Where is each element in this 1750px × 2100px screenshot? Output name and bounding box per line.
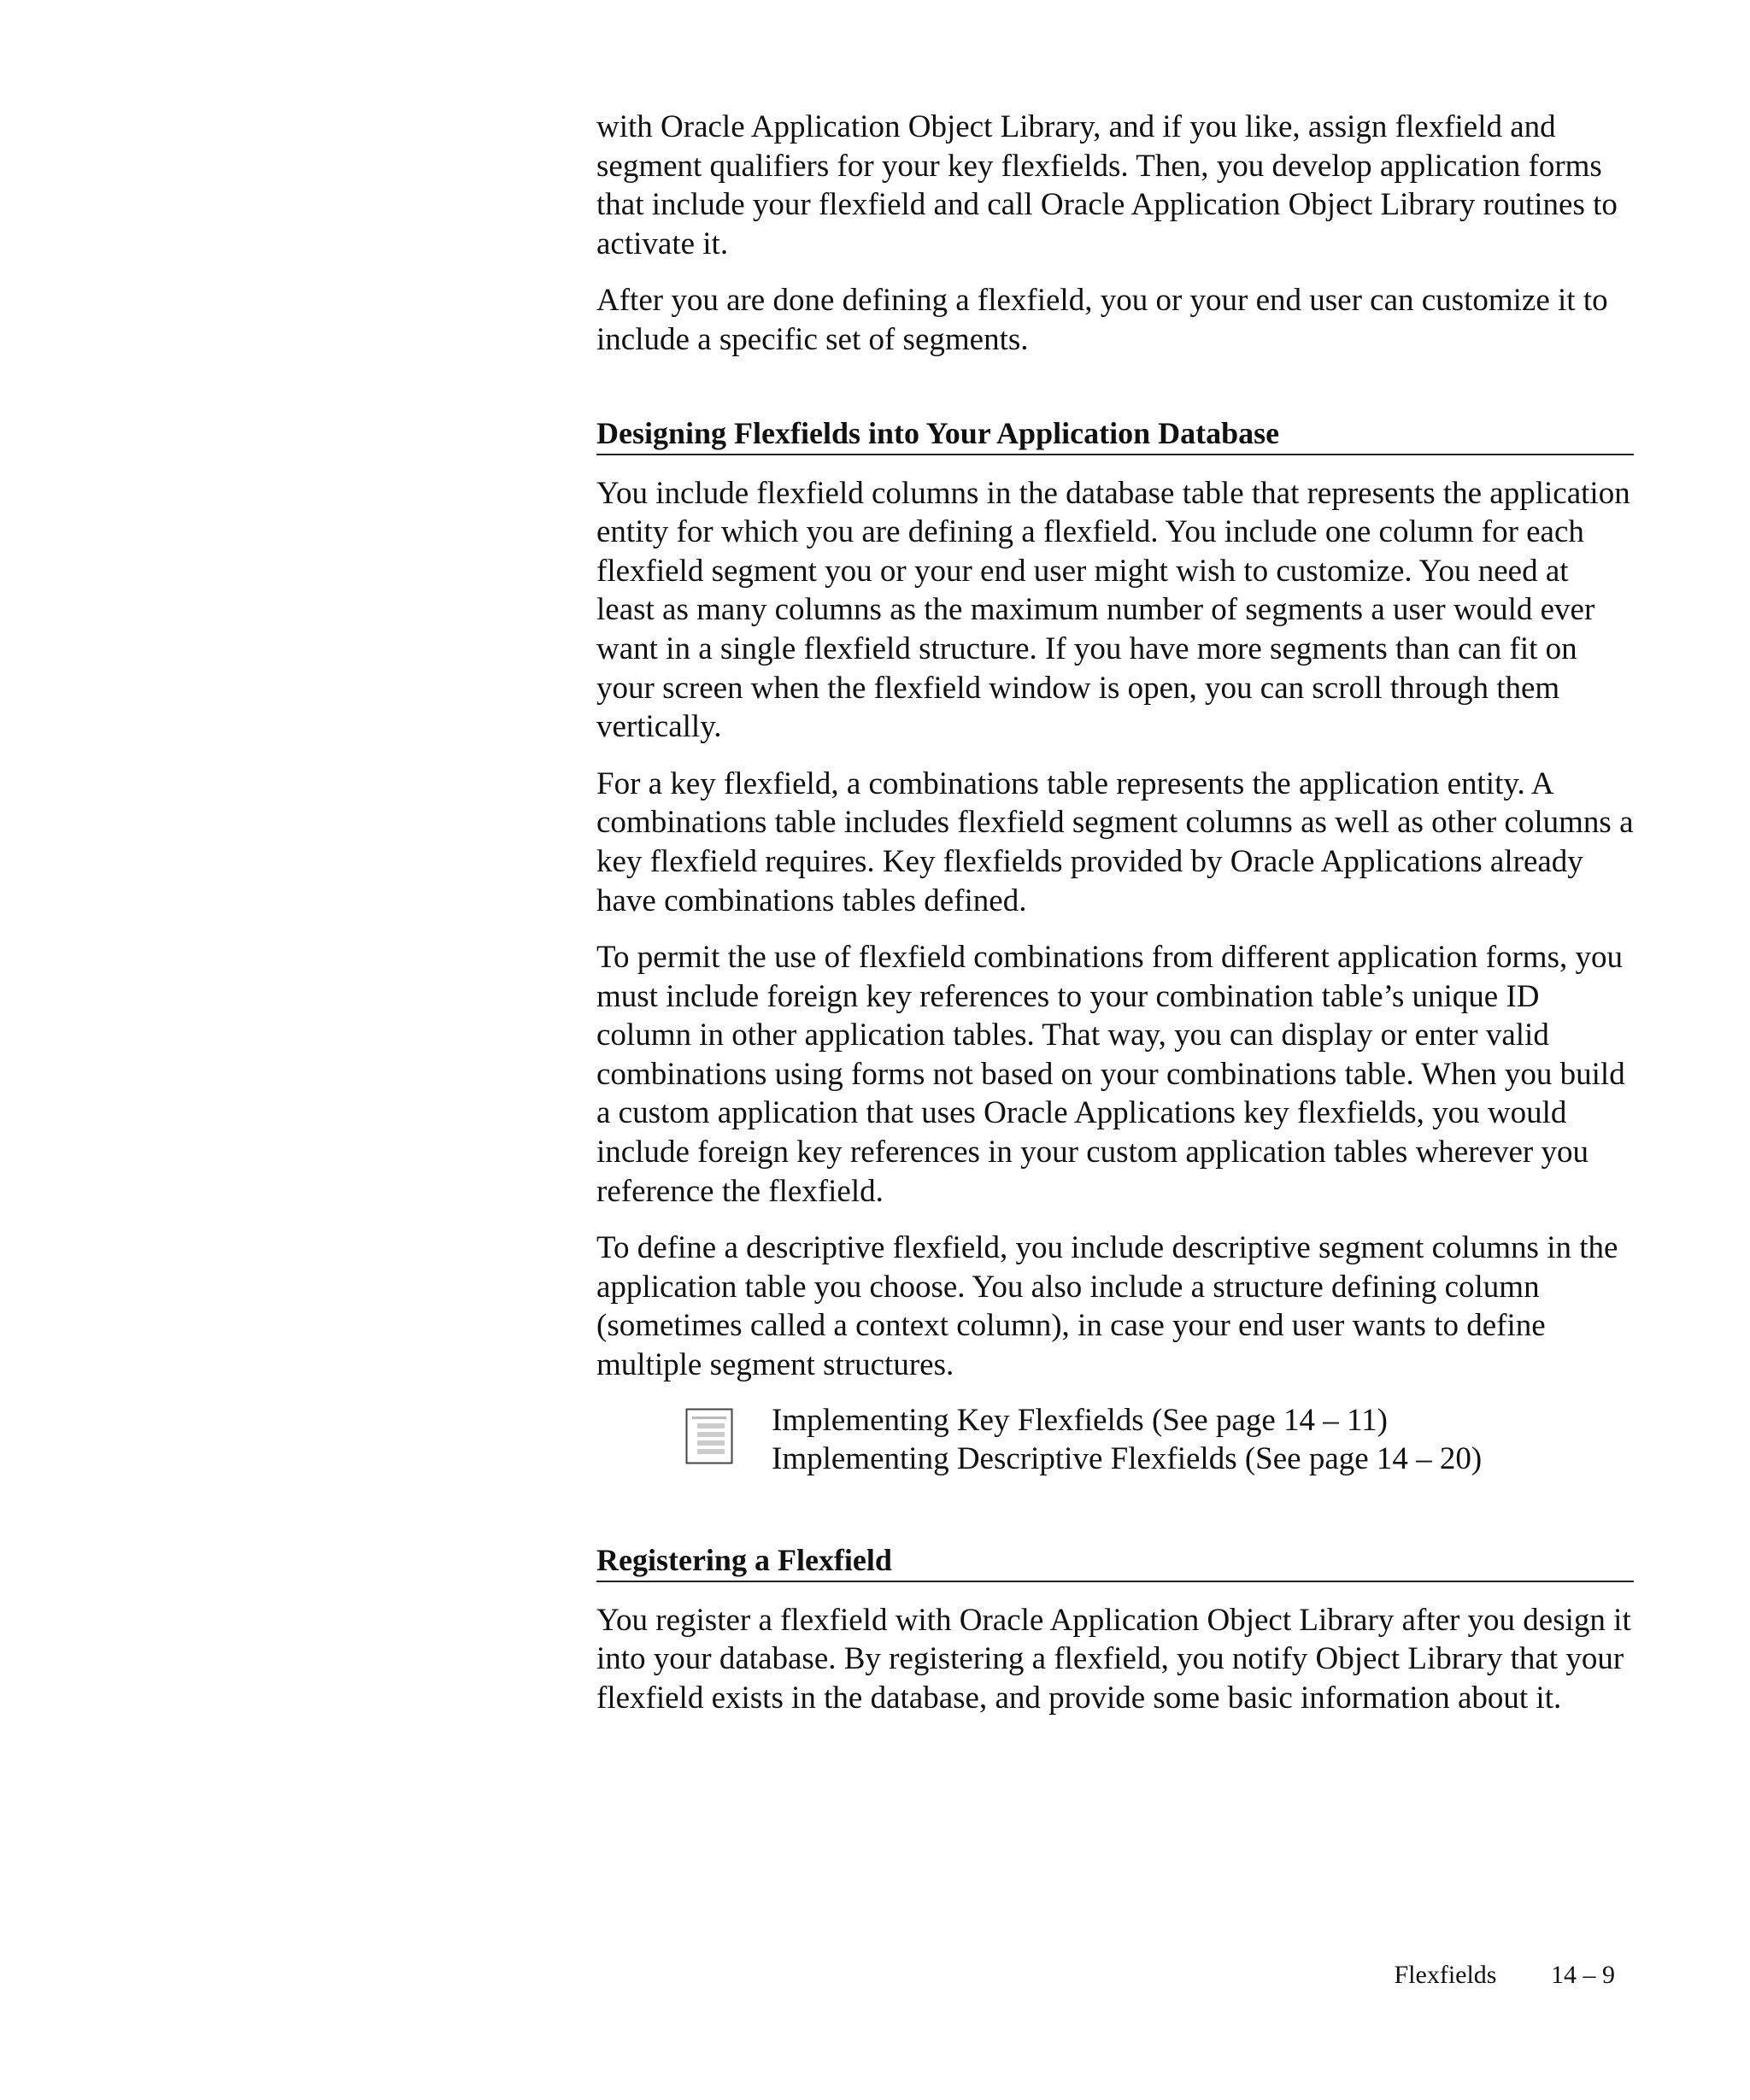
heading-designing-flexfields: Designing Flexfields into Your Application Database — [596, 415, 1280, 450]
section-heading-designing — [596, 414, 1634, 455]
footer-chapter-title: Flexfields — [1394, 1961, 1497, 1989]
document-reference-icon — [685, 1408, 733, 1464]
cross-reference-links — [772, 1401, 1482, 1478]
heading-registering-flexfield: Registering a Flexfield — [596, 1542, 892, 1577]
cross-reference-block — [596, 1401, 1634, 1487]
page-footer — [1395, 1960, 1616, 1991]
xref-link-key-flexfields[interactable]: Implementing Key Flexfields (See page 14 – 11) — [772, 1402, 1388, 1438]
design-paragraph-2: For a key flexfield, a combinations table represents the application entity. A combinations table includes flexfield segment columns as well as other columns a key flexfield requires. Key flexfields provided by Oracle Applications already have combinations tables defined. — [596, 766, 1634, 918]
design-paragraph-4: To define a descriptive flexfield, you include descriptive segment columns in the application table you choose. You also include a structure defining column (sometimes called a context column), in case your end user wants to define multiple segment structures. — [596, 1230, 1618, 1383]
xref-link-descriptive-flexfields[interactable]: Implementing Descriptive Flexfields (See page 14 – 20) — [772, 1440, 1483, 1476]
page-content — [596, 108, 1634, 1735]
design-paragraph-1: You include flexfield columns in the database table that represents the application entity for which you are defining a flexfield. You include one column for each flexfield segment you or your end user might wish to customize. You need at least as many columns as the maximum number of segments a user would ever want in a single flexfield structure. If you have more segments than can fit on your screen when the flexfield window is open, you can scroll through them vertically. — [596, 475, 1630, 745]
footer-page-number: 14 – 9 — [1551, 1961, 1615, 1989]
intro-paragraph-1: with Oracle Application Object Library, and if you like, assign flexfield and segment qualifiers for your key flexfields. Then, you develop application forms that include your flexfield and call Oracle Application Object Library routines to activate it. — [596, 109, 1618, 261]
register-paragraph-1: You register a flexfield with Oracle Application Object Library after you design it into your database. By registering a flexfield, you notify Object Library that your flexfield exists in the database, and provide some basic information about it. — [596, 1602, 1631, 1716]
intro-paragraph-2: After you are done defining a flexfield, you or your end user can customize it to include a specific set of segments. — [596, 283, 1608, 357]
design-paragraph-3: To permit the use of flexfield combinations from different application forms, you must include foreign key references to your combination table’s unique ID column in other application tables. That way, you can display or enter valid combinations using forms not based on your combinations table. When you build a custom application that uses Oracle Applications key flexfields, you would include foreign key references in your custom application tables wherever you reference the flexfield. — [596, 940, 1625, 1209]
section-heading-registering — [596, 1541, 1634, 1582]
